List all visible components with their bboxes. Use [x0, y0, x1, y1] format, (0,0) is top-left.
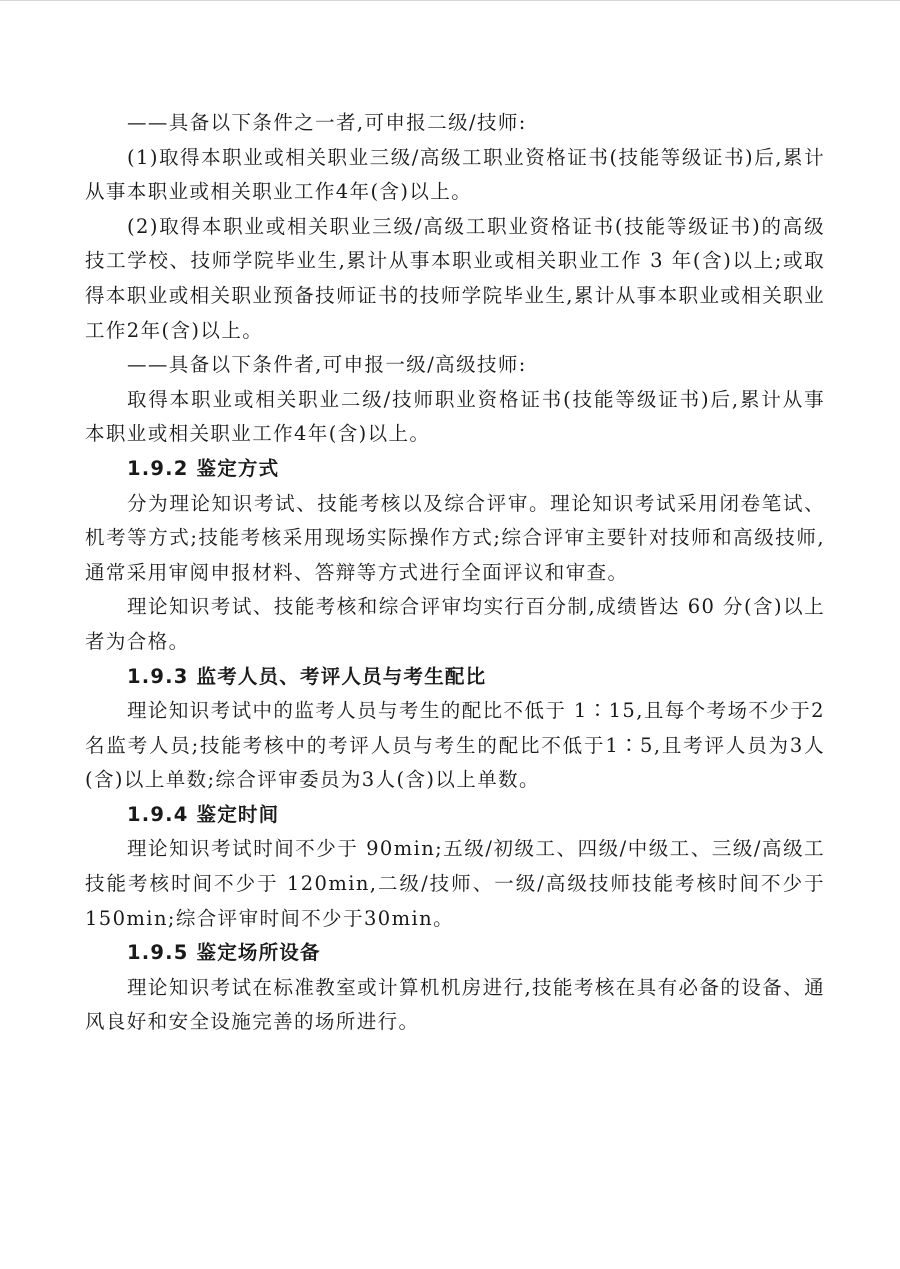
paragraph-level2-intro: ——具备以下条件之一者,可申报二级/技师: — [127, 111, 527, 134]
paragraph-appraisal-methods: 分为理论知识考试、技能考核以及综合评审。理论知识考试采用闭卷笔试、机考等方式;技能考核采用现场实际操作方式;综合评审主要针对技师和高级技师,通常采用审阅申报材料、答辩等方式进行全面评议和审查。 — [85, 491, 825, 584]
paragraph-staff-ratio: 理论知识考试中的监考人员与考生的配比不低于 1∶15,且每个考场不少于2名监考人员;技能考核中的考评人员与考生的配比不低于1∶5,且考评人员为3人(含)以上单数;综合评审委员为3人(含)以上单数。 — [85, 699, 825, 792]
paragraph-level2-condition-2: (2)取得本职业或相关职业三级/高级工职业资格证书(技能等级证书)的高级技工学校、技师学院毕业生,累计从事本职业或相关职业工作 3 年(含)以上;或取得本职业或相关职业预备技师证书的技师学院毕业生,累计从事本职业或相关职业工作2年(含)以上。 — [85, 214, 825, 342]
section-heading-1-9-3: 1.9.3 监考人员、考评人员与考生配比 — [127, 664, 487, 688]
paragraph-appraisal-venue: 理论知识考试在标准教室或计算机机房进行,技能考核在具有必备的设备、通风良好和安全设施完善的场所进行。 — [85, 975, 825, 1034]
paragraph-passing-score: 理论知识考试、技能考核和综合评审均实行百分制,成绩皆达 60 分(含)以上者为合格。 — [85, 595, 825, 653]
paragraph-appraisal-time: 理论知识考试时间不少于 90min;五级/初级工、四级/中级工、三级/高级工技能考核时间不少于 120min,二级/技师、一级/高级技师技能考核时间不少于150min;综合评审时间不少于30min。 — [85, 837, 825, 930]
section-heading-1-9-5: 1.9.5 鉴定场所设备 — [127, 941, 321, 965]
paragraph-level1-intro: ——具备以下条件者,可申报一级/高级技师: — [127, 353, 527, 377]
paragraph-level1-condition: 取得本职业或相关职业二级/技师职业资格证书(技能等级证书)后,累计从事本职业或相关职业工作4年(含)以上。 — [85, 387, 825, 446]
section-heading-1-9-4: 1.9.4 鉴定时间 — [127, 802, 280, 826]
paragraph-level2-condition-1: (1)取得本职业或相关职业三级/高级工职业资格证书(技能等级证书)后,累计从事本职业或相关职业工作4年(含)以上。 — [85, 145, 825, 204]
section-heading-1-9-2: 1.9.2 鉴定方式 — [127, 456, 280, 480]
page-top-border — [0, 0, 900, 1]
document-body — [85, 106, 825, 1040]
